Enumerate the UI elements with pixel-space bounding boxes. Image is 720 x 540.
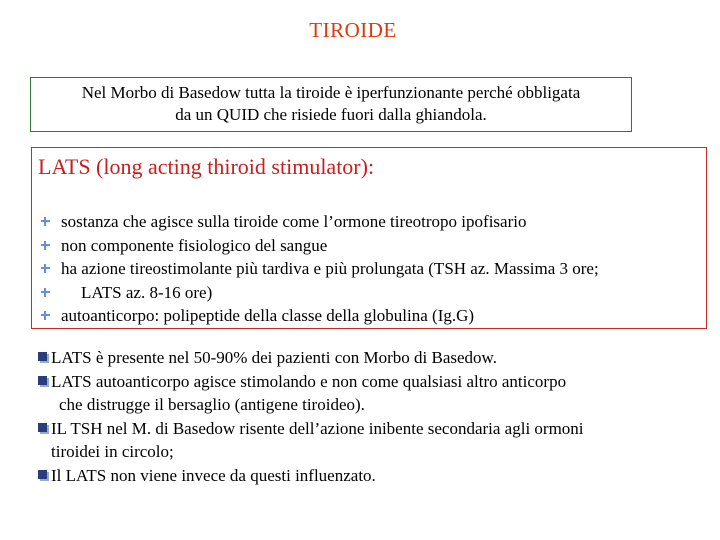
square-bullet-icon — [38, 470, 47, 479]
point-text: Il LATS non viene invece da questi influenzato. — [51, 465, 376, 485]
point-item — [37, 417, 707, 441]
point-text: LATS autoanticorpo agisce stimolando e non come qualsiasi altro anticorpo — [51, 371, 567, 391]
bullet-icon — [41, 264, 50, 273]
list-item-text: ha azione tireostimolante più tardiva e più prolungata (TSH az. Massima 3 ore; — [61, 259, 599, 278]
bullet-icon — [41, 311, 50, 320]
slide-title: TIROIDE — [309, 18, 397, 42]
lats-list — [32, 210, 706, 328]
point-continuation: tiroidei in circolo; — [51, 442, 174, 461]
list-item-text: autoanticorpo: polipeptide della classe della globulina (Ig.G) — [61, 306, 475, 325]
bullet-icon — [41, 217, 50, 226]
point-text: LATS è presente nel 50-90% dei pazienti con Morbo di Basedow. — [51, 348, 497, 367]
list-item-text: non componente fisiologico del sangue — [61, 235, 328, 255]
intro-line-1: Nel Morbo di Basedow tutta la tiroide è iperfunzionante perché obbligata — [81, 83, 581, 102]
list-item — [32, 234, 706, 258]
square-bullet-icon — [38, 423, 47, 432]
list-item — [32, 304, 706, 328]
point-item — [37, 464, 707, 488]
square-bullet-icon — [38, 352, 47, 361]
list-item — [32, 210, 706, 234]
point-text: IL TSH nel M. di Basedow risente dell’azione inibente secondaria agli ormoni — [51, 418, 584, 438]
point-item — [37, 346, 707, 370]
point-item — [37, 370, 707, 394]
bullet-icon — [41, 288, 50, 297]
square-bullet-icon — [38, 376, 47, 385]
list-item — [32, 281, 706, 305]
list-item-text: sostanza che agisce sulla tiroide come l’ormone tireotropo ipofisario — [61, 212, 527, 231]
intro-box — [30, 77, 632, 132]
list-item — [32, 257, 706, 281]
list-item-text: LATS az. 8-16 ore) — [81, 282, 213, 302]
points-list — [37, 346, 707, 487]
intro-line-2: da un QUID che risiede fuori dalla ghiandola. — [175, 105, 487, 124]
lats-heading: LATS (long acting thiroid stimulator): — [38, 154, 375, 179]
point-continuation: che distrugge il bersaglio (antigene tiroideo). — [59, 395, 365, 414]
lats-box — [31, 147, 707, 329]
bullet-icon — [41, 241, 50, 250]
